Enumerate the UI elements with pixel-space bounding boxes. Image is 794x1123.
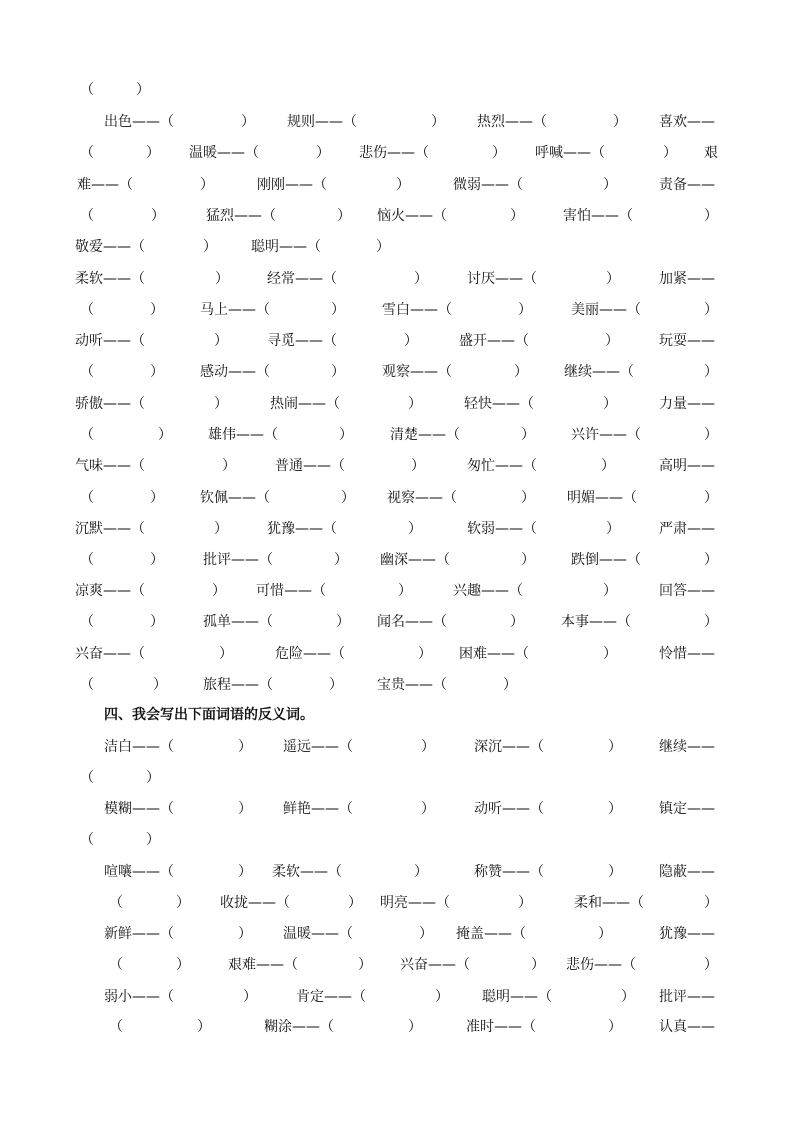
paren-close: ） [219,646,233,662]
paren-close: ） [704,208,718,224]
word-item: 寻觅——（ [267,333,337,349]
paren-close: ） [151,208,165,224]
paren-close: ） [608,801,622,817]
word-item: 轻快——（ [464,396,534,412]
paren-close: ） [606,521,620,537]
word-item: 艰 [704,145,718,161]
paren-close: ） [222,458,236,474]
paren-close: ） [510,208,524,224]
paren-close: ） [376,239,390,255]
word-item: 软弱——（ [467,521,537,537]
word-item: 隐蔽—— [659,864,715,880]
word-item: 温暖——（ [189,145,259,161]
paren-open: （ [80,552,94,568]
word-item: 犹豫—— [659,926,715,942]
paren-close: ） [331,302,345,318]
section-heading: 四、我会写出下面词语的反义词。 [104,707,314,723]
word-item: 普通——（ [275,458,345,474]
word-item: 柔和——（ [574,895,644,911]
line [0,955,794,975]
word-item: 糊涂——（ [264,1019,334,1035]
paren-close: ） [214,333,228,349]
paren-close: ） [613,114,627,130]
word-item: 兴许——（ [571,427,641,443]
paren-close: ） [150,552,164,568]
paren-open: （ [109,957,123,973]
line [0,675,794,695]
line [0,893,794,913]
paren-close: ） [238,801,252,817]
word-item: 害怕——（ [563,208,633,224]
paren-close: ） [215,271,229,287]
word-item: 喜欢—— [659,114,715,130]
line [0,862,794,882]
paren-open: （ [109,1019,123,1035]
word-item: 动听——（ [75,333,145,349]
paren-open: （ [80,302,94,318]
word-item: 孤单——（ [203,614,273,630]
paren-close: ） [203,239,217,255]
line [0,112,794,132]
line [0,1017,794,1037]
word-item: 微弱——（ [453,177,523,193]
paren-close: ） [341,490,355,506]
paren-close: ） [146,145,160,161]
paren-close: ） [337,208,351,224]
word-item: 艰难——（ [228,957,298,973]
paren-close: ） [358,957,372,973]
paren-close: ） [214,396,228,412]
paren-close: ） [704,614,718,630]
word-item: 旅程——（ [203,677,273,693]
line [0,550,794,570]
line [0,644,794,664]
word-item: 恼火——（ [377,208,447,224]
paren-close: ） [348,895,362,911]
word-item: 批评—— [659,989,715,1005]
line [0,362,794,382]
paren-close: ） [704,427,718,443]
word-item: 明媚——（ [567,490,637,506]
paren-open: （ [80,427,94,443]
word-item: 视察——（ [387,490,457,506]
word-item: 幽深——（ [380,552,450,568]
paren-close: ） [146,770,160,786]
word-item: 称赞——（ [474,864,544,880]
word-item: 犹豫——（ [267,521,337,537]
paren-close: ） [492,145,506,161]
word-item: 跌倒——（ [571,552,641,568]
word-item: 力量—— [659,396,715,412]
line [0,237,794,257]
paren-close: ） [531,957,545,973]
word-item: 批评——（ [203,552,273,568]
word-item: 沉默——（ [75,521,145,537]
word-item: 怜惜—— [659,646,715,662]
word-item: 难——（ [77,177,133,193]
paren-open: （ [80,832,94,848]
line [0,768,794,788]
word-item: 雪白——（ [382,302,452,318]
word-item: 鲜艳——（ [283,801,353,817]
paren-close: ） [200,177,214,193]
paren-open: （ [80,364,94,380]
word-item: 动听——（ [474,801,544,817]
line [0,612,794,632]
paren-close: ） [316,145,330,161]
paren-close: ） [238,739,252,755]
paren-close: ） [408,396,422,412]
word-item: （ ） [80,82,150,98]
word-item: 热闹——（ [270,396,340,412]
word-item: 收拢——（ [220,895,290,911]
line [0,80,794,100]
paren-close: ） [150,302,164,318]
paren-close: ） [518,895,532,911]
word-item: 认真—— [659,1019,715,1035]
paren-close: ） [331,364,345,380]
word-item: 可惜——（ [256,583,326,599]
paren-close: ） [153,677,167,693]
line [0,143,794,163]
word-item: 规则——（ [287,114,357,130]
paren-close: ） [704,895,718,911]
paren-close: ） [431,114,445,130]
paren-close: ） [419,926,433,942]
paren-close: ） [704,552,718,568]
line [0,799,794,819]
paren-close: ） [608,1019,622,1035]
paren-close: ） [704,957,718,973]
paren-close: ） [339,427,353,443]
word-item: 本事——（ [561,614,631,630]
line [0,331,794,351]
word-item: 温暖——（ [283,926,353,942]
word-item: 肯定——（ [296,989,366,1005]
word-item: 骄傲——（ [75,396,145,412]
paren-close: ） [663,145,677,161]
paren-close: ） [414,271,428,287]
paren-close: ） [608,864,622,880]
paren-close: ） [521,552,535,568]
paren-close: ） [176,895,190,911]
paren-close: ） [608,739,622,755]
word-item: 凉爽——（ [75,583,145,599]
word-item: 洁白——（ [104,739,174,755]
paren-close: ） [521,490,535,506]
word-item: 观察——（ [382,364,452,380]
word-item: 出色——（ [104,114,174,130]
paren-close: ） [408,521,422,537]
paren-close: ） [336,614,350,630]
line [0,830,794,850]
word-item: 经常——（ [267,271,337,287]
paren-close: ） [411,458,425,474]
line [0,175,794,195]
word-item: 聪明——（ [251,239,321,255]
line [0,987,794,1007]
paren-close: ） [598,926,612,942]
paren-close: ） [606,271,620,287]
word-item: 危险——（ [275,646,345,662]
word-item: 加紧—— [659,271,715,287]
paren-close: ） [510,614,524,630]
paren-close: ） [421,739,435,755]
paren-close: ） [704,364,718,380]
line [0,924,794,944]
paren-close: ） [404,333,418,349]
paren-close: ） [435,989,449,1005]
paren-close: ） [704,302,718,318]
word-item: 准时——（ [466,1019,536,1035]
paren-close: ） [150,490,164,506]
paren-close: ） [243,989,257,1005]
paren-close: ） [398,583,412,599]
paren-close: ） [603,177,617,193]
word-item: 深沉——（ [474,739,544,755]
paren-close: ） [146,832,160,848]
paren-close: ） [521,427,535,443]
word-item: 悲伤——（ [566,957,636,973]
paren-close: ） [421,801,435,817]
paren-close: ） [214,521,228,537]
paren-open: （ [80,208,94,224]
paren-close: ） [197,1019,211,1035]
paren-close: ） [621,989,635,1005]
paren-close: ） [418,646,432,662]
word-item: 聪明——（ [482,989,552,1005]
line [0,300,794,320]
paren-close: ） [704,490,718,506]
line [0,394,794,414]
paren-close: ） [603,646,617,662]
paren-open: （ [80,677,94,693]
paren-close: ） [158,427,172,443]
line [0,519,794,539]
paren-close: ） [238,926,252,942]
word-item: 遥远——（ [283,739,353,755]
word-item: 匆忙——（ [467,458,537,474]
paren-open: （ [80,490,94,506]
word-item: 美丽——（ [571,302,641,318]
word-item: 清楚——（ [390,427,460,443]
word-item: 高明—— [659,458,715,474]
line [0,206,794,226]
line [0,456,794,476]
paren-close: ） [503,677,517,693]
word-item: 兴奋——（ [400,957,470,973]
word-item: 感动——（ [200,364,270,380]
paren-close: ） [603,396,617,412]
paren-close: ） [603,583,617,599]
line [0,425,794,445]
word-item: 雄伟——（ [208,427,278,443]
word-item: 兴奋——（ [75,646,145,662]
word-item: 喧嚷——（ [104,864,174,880]
word-item: 猛烈——（ [206,208,276,224]
paren-close: ） [238,864,252,880]
paren-close: ） [241,114,255,130]
paren-close: ） [334,552,348,568]
word-item: 刚刚——（ [257,177,327,193]
paren-close: ） [601,458,615,474]
word-item: 悲伤——（ [359,145,429,161]
line [0,269,794,289]
paren-close: ） [150,614,164,630]
word-item: 热烈——（ [477,114,547,130]
word-item: 责备—— [659,177,715,193]
paren-close: ） [329,677,343,693]
paren-close: ） [414,864,428,880]
paren-open: （ [80,614,94,630]
paren-open: （ [109,895,123,911]
paren-close: ） [396,177,410,193]
line [0,581,794,601]
word-item: 兴趣——（ [453,583,523,599]
paren-close: ） [514,364,528,380]
word-item: 继续——（ [564,364,634,380]
paren-close: ） [518,302,532,318]
word-item: 弱小——（ [104,989,174,1005]
word-item: 讨厌——（ [467,271,537,287]
word-item: 呼喊——（ [535,145,605,161]
word-item: 明亮——（ [380,895,450,911]
line [0,737,794,757]
word-item: 模糊——（ [104,801,174,817]
paren-close: ） [150,364,164,380]
word-item: 柔软——（ [75,271,145,287]
word-item: 马上——（ [200,302,270,318]
paren-close: ） [605,333,619,349]
word-item: 镇定—— [659,801,715,817]
word-item: 新鲜——（ [104,926,174,942]
line [0,488,794,508]
word-item: 宝贵——（ [377,677,447,693]
word-item: 严肃—— [659,521,715,537]
word-item: 柔软——（ [272,864,342,880]
word-item: 继续—— [659,739,715,755]
paren-open: （ [80,145,94,161]
word-item: 盛开——（ [459,333,529,349]
paren-close: ） [176,957,190,973]
paren-close: ） [212,583,226,599]
word-item: 气味——（ [75,458,145,474]
word-item: 敬爱——（ [75,239,145,255]
word-item: 钦佩——（ [200,490,270,506]
word-item: 掩盖——（ [456,926,526,942]
word-item: 玩耍—— [659,333,715,349]
word-item: 回答—— [659,583,715,599]
paren-open: （ [80,770,94,786]
paren-close: ） [408,1019,422,1035]
word-item: 闻名——（ [377,614,447,630]
word-item: 困难——（ [459,646,529,662]
